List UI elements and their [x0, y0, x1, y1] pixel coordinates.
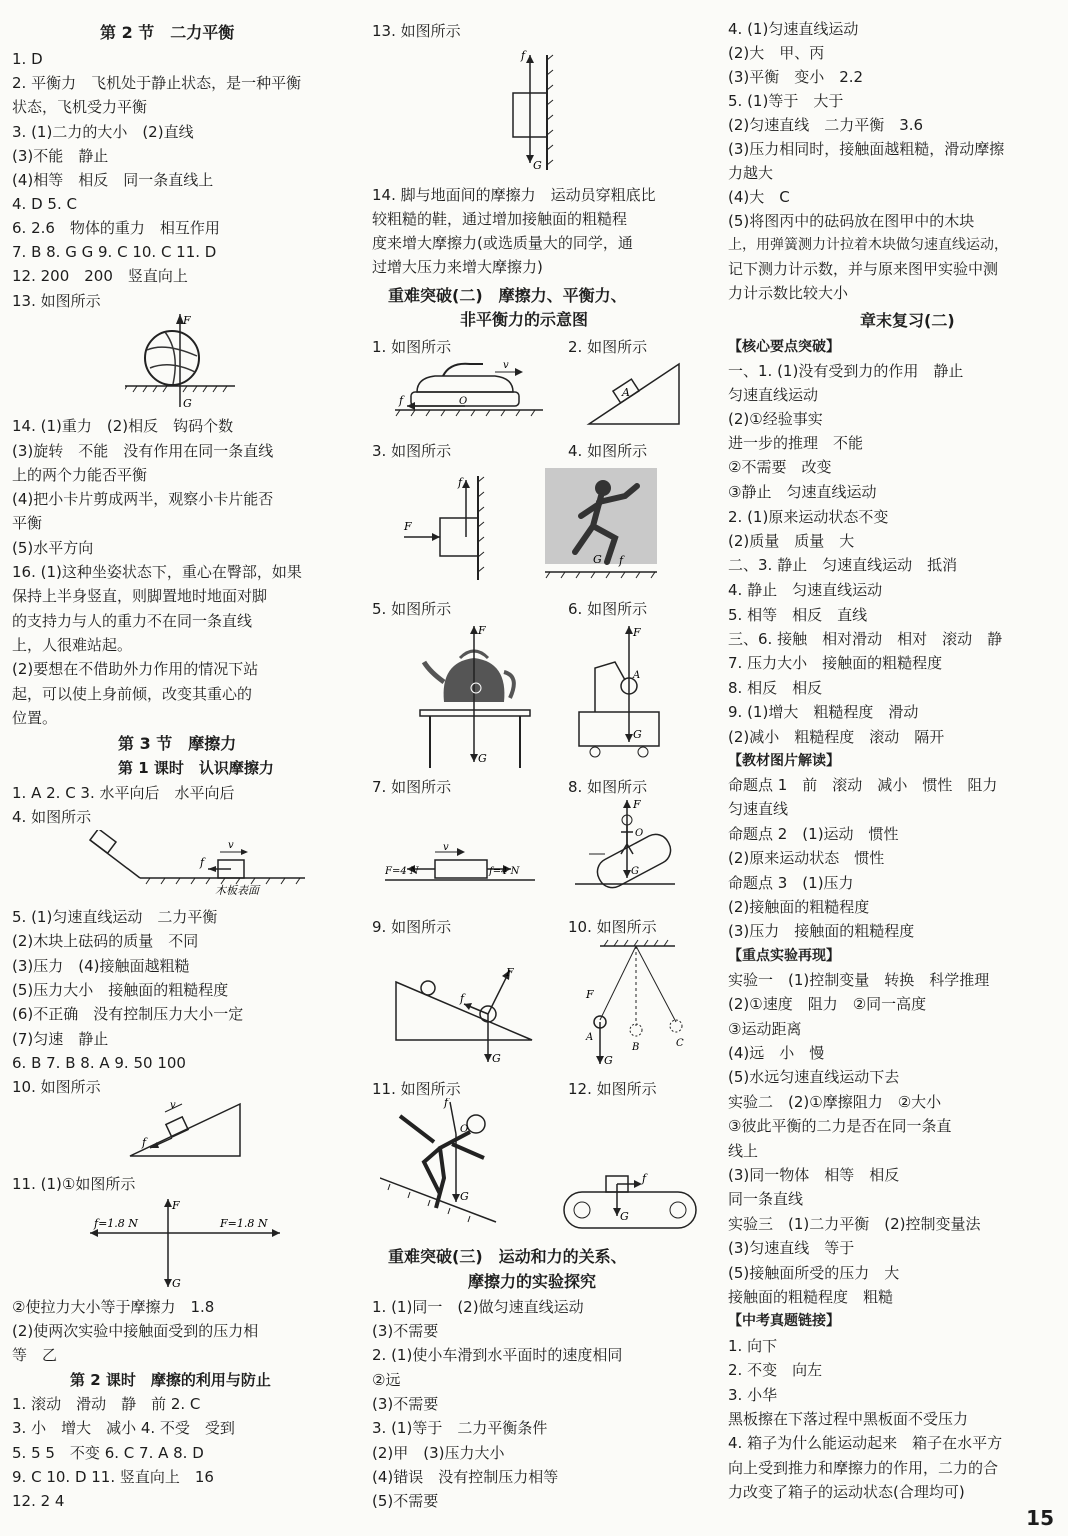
answer-line: 向上受到推力和摩擦力的作用，二力的合: [728, 1459, 999, 1477]
answer-line: 二、3. 静止 匀速直线运动 抵消: [728, 556, 958, 574]
answer-line: (3)不能 静止: [12, 147, 109, 165]
section-title: 非平衡力的示意图: [460, 310, 589, 329]
answer-line: (2)木块上砝码的质量 不同: [12, 932, 199, 950]
question-label: 6. 如图所示: [568, 600, 648, 618]
svg-text:F: F: [478, 624, 486, 637]
svg-text:v: v: [443, 842, 449, 853]
answer-line: 2. (1)使小车滑到水平面时的速度相同: [372, 1346, 623, 1364]
answer-line: ②不需要 改变: [728, 458, 832, 476]
lesson-title: 第 1 课时 认识摩擦力: [118, 759, 274, 777]
force-cross-diagram: [80, 1195, 290, 1290]
bracket-heading: 【教材图片解读】: [728, 753, 840, 769]
svg-text:v: v: [170, 1100, 176, 1111]
svg-text:F: F: [183, 314, 191, 327]
teapot-diagram: [412, 622, 537, 770]
answer-line: 状态，飞机受力平衡: [12, 98, 148, 116]
answer-line: (2)①经验事实: [728, 410, 823, 428]
answer-line: 起，可以使上身前倾，改变其重心的: [12, 685, 253, 703]
board-label: 木板表面: [215, 884, 259, 897]
cart-ball-diagram: [575, 622, 665, 762]
answer-line: (2)要想在不借助外力作用的情况下站: [12, 660, 259, 678]
answer-line: (2)大 甲、丙: [728, 44, 825, 62]
answer-line: 记下测力计示数，并与原来图甲实验中测: [728, 260, 999, 278]
answer-line: 16. (1)这种坐姿状态下，重心在臀部，如果: [12, 563, 302, 581]
answer-line: 三、6. 接触 相对滑动 相对 滚动 静: [728, 630, 1003, 648]
question-label: 4. 如图所示: [568, 442, 648, 460]
answer-line: 实验三 (1)二力平衡 (2)控制变量法: [728, 1215, 981, 1233]
answer-line: 同一条直线: [728, 1190, 804, 1208]
answer-line: 1. (1)同一 (2)做匀速直线运动: [372, 1298, 584, 1316]
answer-line: (3)压力 (4)接触面越粗糙: [12, 957, 190, 975]
answer-line: (4)远 小 慢: [728, 1044, 825, 1062]
answer-line: (2)接触面的粗糙程度: [728, 898, 870, 916]
answer-line: (2)质量 质量 大: [728, 532, 855, 550]
svg-text:G: G: [183, 397, 192, 410]
answer-line: ③彼此平衡的二力是否在同一条直: [728, 1117, 952, 1135]
slope-board-diagram: [80, 830, 310, 902]
section-title: 章末复习(二): [860, 311, 955, 330]
answer-line: 过增大压力来增大摩擦力): [372, 258, 543, 276]
svg-text:O: O: [459, 396, 468, 407]
answer-line: (4)相等 相反 同一条直线上: [12, 171, 214, 189]
answer-line: (3)不需要: [372, 1395, 439, 1413]
svg-text:F=4 N: F=4 N: [385, 866, 419, 877]
answer-line: 力改变了箱子的运动状态(合理均可): [728, 1483, 965, 1501]
bracket-heading: 【重点实验再现】: [728, 948, 840, 964]
answer-line: (3)平衡 变小 2.2: [728, 68, 864, 86]
answer-line: 接触面的粗糙程度 粗糙: [728, 1288, 894, 1306]
question-label: 9. 如图所示: [372, 918, 452, 936]
answer-line: 2. 不变 向左: [728, 1361, 823, 1379]
svg-text:G: G: [172, 1277, 181, 1290]
svg-text:G: G: [604, 1054, 613, 1067]
answer-line: 9. (1)增大 粗糙程度 滑动: [728, 703, 919, 721]
answer-line: (5)接触面所受的压力 大: [728, 1264, 900, 1282]
question-label: 3. 如图所示: [372, 442, 452, 460]
answer-line: 7. 压力大小 接触面的粗糙程度: [728, 654, 943, 672]
answer-line: 5. 5 5 不变 6. C 7. A 8. D: [12, 1444, 204, 1462]
answer-line: (3)不需要: [372, 1322, 439, 1340]
svg-text:O: O: [635, 828, 644, 839]
answer-line: 1. 向下: [728, 1337, 778, 1355]
answer-line: 4. 箱子为什么能运动起来 箱子在水平方: [728, 1434, 1003, 1452]
answer-line: 6. 2.6 物体的重力 相互作用: [12, 219, 220, 237]
answer-line: (6)不正确 没有控制压力大小一定: [12, 1005, 244, 1023]
question-label: 12. 如图所示: [568, 1080, 657, 1098]
answer-line: 5. 相等 相反 直线: [728, 606, 868, 624]
answer-line: 3. (1)等于 二力平衡条件: [372, 1419, 548, 1437]
section-title: 第 3 节 摩擦力: [118, 734, 237, 753]
answer-line: (2)原来运动状态 惯性: [728, 849, 885, 867]
answer-line: 2. (1)原来运动状态不变: [728, 508, 889, 526]
answer-line: 较粗糙的鞋，通过增加接触面的粗糙程: [372, 210, 628, 228]
answer-line: 3. 小华: [728, 1386, 778, 1404]
svg-text:G: G: [633, 728, 642, 741]
svg-text:f: f: [142, 1136, 147, 1149]
svg-text:F: F: [172, 1199, 180, 1212]
answer-line: 4. 静止 匀速直线运动: [728, 581, 883, 599]
answer-line: (2)使两次实验中接触面受到的压力相: [12, 1322, 259, 1340]
svg-text:f: f: [444, 1098, 449, 1109]
svg-text:A: A: [633, 670, 641, 681]
answer-line: 命题点 3 (1)压力: [728, 874, 854, 892]
answer-line: 14. (1)重力 (2)相反 钩码个数: [12, 417, 234, 435]
answer-line: (3)压力 接触面的粗糙程度: [728, 922, 915, 940]
answer-line: (3)旋转 不能 没有作用在同一条直线: [12, 442, 274, 460]
answer-line: ③静止 匀速直线运动: [728, 483, 877, 501]
question-label: 7. 如图所示: [372, 778, 452, 796]
svg-text:F: F: [506, 966, 514, 979]
answer-line: 进一步的推理 不能: [728, 434, 864, 452]
svg-text:f: f: [399, 394, 404, 407]
wall-block-diagram: [495, 45, 565, 175]
answer-line: (7)匀速 静止: [12, 1030, 109, 1048]
lesson-title: 第 2 课时 摩擦的利用与防止: [70, 1371, 271, 1389]
svg-text:f: f: [200, 856, 205, 869]
svg-text:f=4 N: f=4 N: [489, 866, 520, 877]
svg-text:B: B: [632, 1042, 640, 1053]
answer-line: 4. (1)匀速直线运动: [728, 20, 859, 38]
answer-line: 11. (1)①如图所示: [12, 1175, 136, 1193]
answer-line: 保持上半身竖直，则脚置地时地面对脚: [12, 587, 268, 605]
svg-text:G: G: [478, 752, 487, 765]
svg-text:F=1.8 N: F=1.8 N: [220, 1217, 268, 1230]
pressed-block-diagram: [400, 472, 495, 582]
svg-text:v: v: [228, 840, 234, 851]
svg-text:O: O: [460, 1124, 469, 1135]
section-title: 重难突破(三) 运动和力的关系、: [388, 1247, 627, 1266]
question-label: 8. 如图所示: [568, 778, 648, 796]
answer-line: 3. (1)二力的大小 (2)直线: [12, 123, 194, 141]
svg-text:F: F: [404, 520, 412, 533]
curling-diagram: [395, 358, 545, 428]
answer-line: 5. (1)等于 大于: [728, 92, 844, 110]
question-label: 10. 如图所示: [568, 918, 657, 936]
answer-line: 10. 如图所示: [12, 1078, 101, 1096]
answer-line: 力越大: [728, 164, 774, 182]
answer-line: 的支持力与人的重力不在同一条直线: [12, 612, 253, 630]
answer-line: 6. B 7. B 8. A 9. 50 100: [12, 1054, 186, 1072]
svg-text:f: f: [458, 476, 463, 489]
answer-line: (2)匀速直线 二力平衡 3.6: [728, 116, 924, 134]
answer-line: 12. 2 4: [12, 1492, 65, 1510]
answer-line: (5)水平方向: [12, 539, 94, 557]
ball-incline-diagram: [392, 962, 540, 1070]
answer-line: 匀速直线: [728, 800, 789, 818]
skier-diagram: [380, 1098, 500, 1226]
svg-text:F: F: [633, 798, 641, 811]
answer-line: ③运动距离: [728, 1020, 802, 1038]
answer-line: 实验一 (1)控制变量 转换 科学推理: [728, 971, 990, 989]
section-title: 摩擦力的实验探究: [468, 1272, 597, 1291]
answer-line: 上，用弹簧测力计拉着木块做匀速直线运动，: [728, 237, 1008, 253]
answer-line: (5)不需要: [372, 1492, 439, 1510]
answer-line: 力计示数比较大小: [728, 284, 849, 302]
svg-text:F: F: [633, 626, 641, 639]
answer-line: 14. 脚与地面间的摩擦力 运动员穿粗底比: [372, 186, 656, 204]
answer-line: 匀速直线运动: [728, 386, 819, 404]
svg-text:f: f: [460, 992, 465, 1005]
answer-line: 4. 如图所示: [12, 808, 92, 826]
answer-line: 1. A 2. C 3. 水平向后 水平向后: [12, 784, 235, 802]
answer-line: 5. (1)匀速直线运动 二力平衡: [12, 908, 218, 926]
answer-line: 度来增大摩擦力(或选质量大的同学，通: [372, 234, 633, 252]
answer-line: (4)把小卡片剪成两半，观察小卡片能否: [12, 490, 274, 508]
question-label: 11. 如图所示: [372, 1080, 461, 1098]
answer-line: (4)错误 没有控制压力相等: [372, 1468, 559, 1486]
runner-photo: [545, 468, 660, 580]
answer-line: (5)将图丙中的砝码放在图甲中的木块: [728, 212, 975, 230]
question-label: 2. 如图所示: [568, 338, 648, 356]
answer-line: 平衡: [12, 514, 43, 532]
answer-line: 3. 小 增大 减小 4. 不受 受到: [12, 1419, 235, 1437]
answer-line: (2)①速度 阻力 ②同一高度: [728, 995, 927, 1013]
answer-line: (3)同一物体 相等 相反: [728, 1166, 900, 1184]
pendulum-diagram: [580, 938, 690, 1068]
answer-line: ②远: [372, 1371, 401, 1389]
svg-text:f=1.8 N: f=1.8 N: [94, 1217, 138, 1230]
bracket-heading: 【中考真题链接】: [728, 1313, 840, 1329]
answer-line: 上，人很难站起。: [12, 636, 133, 654]
svg-text:v: v: [503, 360, 509, 371]
answer-line: 1. D: [12, 50, 43, 68]
answer-line: 实验二 (2)①摩擦阻力 ②大小: [728, 1093, 942, 1111]
answer-line: 黑板擦在下落过程中黑板面不受压力: [728, 1410, 969, 1428]
answer-line: (3)匀速直线 等于: [728, 1239, 855, 1257]
answer-line: (5)水远匀速直线运动下去: [728, 1068, 900, 1086]
answer-line: 线上: [728, 1142, 759, 1160]
answer-line: 12. 200 200 竖直向上: [12, 267, 188, 285]
svg-text:G: G: [593, 553, 602, 566]
svg-text:G: G: [460, 1190, 469, 1203]
page-number: 15: [1026, 1506, 1054, 1530]
answer-line: (2)甲 (3)压力大小: [372, 1444, 505, 1462]
answer-line: 命题点 1 前 滚动 减小 惯性 阻力: [728, 776, 998, 794]
answer-line: 等 乙: [12, 1346, 58, 1364]
answer-line: 7. B 8. G G 9. C 10. C 11. D: [12, 243, 217, 261]
svg-text:f: f: [619, 554, 624, 567]
ball-force-diagram: [125, 312, 235, 412]
svg-text:G: G: [492, 1052, 501, 1065]
answer-line: (5)压力大小 接触面的粗糙程度: [12, 981, 229, 999]
svg-text:G: G: [533, 159, 542, 172]
svg-text:A: A: [586, 1032, 594, 1043]
conveyor-diagram: [560, 1172, 700, 1232]
svg-text:C: C: [676, 1038, 684, 1049]
svg-text:f: f: [642, 1172, 647, 1185]
two-force-block-diagram: [385, 842, 535, 892]
answer-line: 13. 如图所示: [12, 292, 101, 310]
incline-a-diagram: [585, 358, 685, 428]
answer-line: (2)减小 粗糙程度 滚动 隔开: [728, 728, 945, 746]
answer-line: 命题点 2 (1)运动 惯性: [728, 825, 899, 843]
answer-line: 上的两个力能否平衡: [12, 466, 148, 484]
answer-line: (4)大 C: [728, 188, 790, 206]
question-label: 5. 如图所示: [372, 600, 452, 618]
svg-text:F: F: [586, 988, 594, 1001]
answer-line: 2. 平衡力 飞机处于静止状态，是一种平衡: [12, 74, 302, 92]
answer-line: 9. C 10. D 11. 竖直向上 16: [12, 1468, 214, 1486]
answer-line: 一、1. (1)没有受到力的作用 静止: [728, 362, 964, 380]
svg-text:f: f: [521, 49, 526, 62]
bracket-heading: 【核心要点突破】: [728, 339, 840, 355]
svg-text:G: G: [620, 1210, 629, 1223]
svg-text:G: G: [631, 866, 639, 877]
section-title: 重难突破(二) 摩擦力、平衡力、: [388, 286, 627, 305]
answer-line: 13. 如图所示: [372, 22, 461, 40]
answer-line: 8. 相反 相反: [728, 679, 823, 697]
answer-line: (3)压力相同时，接触面越粗糙，滑动摩擦: [728, 140, 1005, 158]
svg-text:A: A: [622, 386, 630, 399]
answer-line: 4. D 5. C: [12, 195, 77, 213]
answer-line: ②使拉力大小等于摩擦力 1.8: [12, 1298, 215, 1316]
section-title: 第 2 节 二力平衡: [100, 23, 235, 42]
incline-diagram: [120, 1098, 250, 1160]
answer-line: 位置。: [12, 709, 58, 727]
escalator-diagram: [575, 798, 675, 893]
answer-line: 1. 滚动 滑动 静 前 2. C: [12, 1395, 201, 1413]
question-label: 1. 如图所示: [372, 338, 452, 356]
